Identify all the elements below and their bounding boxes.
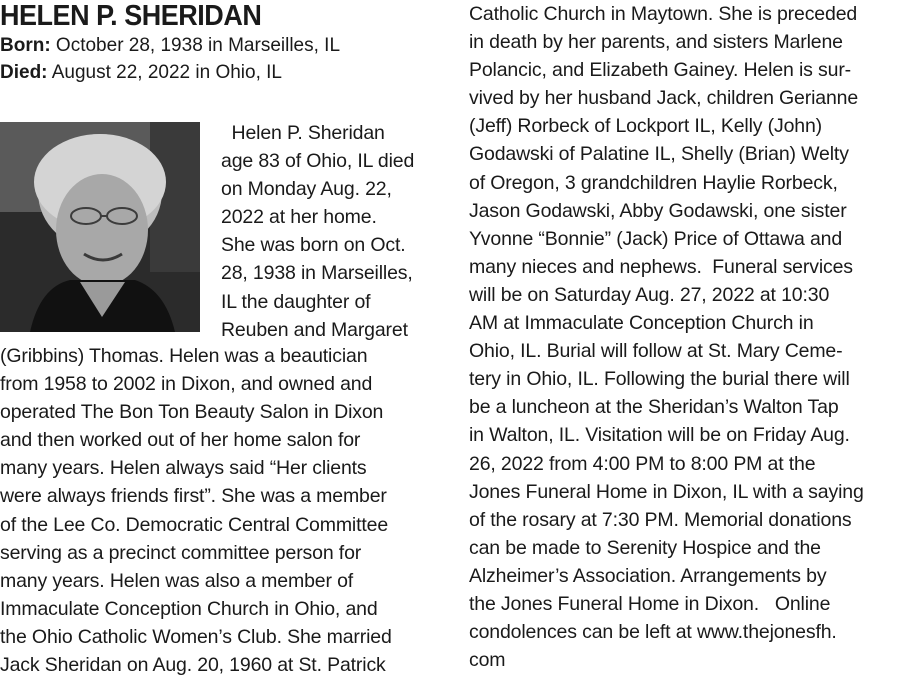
body-line: of the Lee Co. Democratic Central Committee xyxy=(0,513,389,536)
body-line: of Oregon, 3 grandchildren Haylie Rorbeck, xyxy=(469,171,838,194)
body-line: from 1958 to 2002 in Dixon, and owned and xyxy=(0,373,373,396)
born-line xyxy=(0,32,448,59)
body-line: 2022 at her home. xyxy=(221,206,377,229)
body-line: (Jeff) Rorbeck of Lockport IL, Kelly (John) xyxy=(469,115,823,138)
body-line: Helen P. Sheridan xyxy=(221,122,385,144)
body-line: were always friends first”. She was a member xyxy=(0,485,387,508)
body-line: Alzheimer’s Association. Arrangements by xyxy=(469,564,827,587)
right-column xyxy=(469,0,907,674)
body-line: can be made to Serenity Hospice and the xyxy=(469,536,821,559)
body-line: in Walton, IL. Visitation will be on Friday Aug. xyxy=(469,424,850,447)
portrait-image xyxy=(0,122,200,332)
body-line: age 83 of Ohio, IL died xyxy=(221,150,415,173)
body-line: AM at Immaculate Conception Church in xyxy=(469,312,814,335)
body-line: She was born on Oct. xyxy=(221,234,406,257)
body-line: Ohio, IL. Burial will follow at St. Mary Ceme- xyxy=(469,340,843,363)
left-body-text xyxy=(0,342,392,679)
body-line: tery in Ohio, IL. Following the burial there will xyxy=(469,368,850,391)
text-beside-photo xyxy=(221,119,414,344)
body-line: operated The Bon Ton Beauty Salon in Dixon xyxy=(0,401,384,424)
body-line: Godawski of Palatine IL, Shelly (Brian) Welty xyxy=(469,143,849,166)
body-line: Jack Sheridan on Aug. 20, 1960 at St. Patrick xyxy=(0,654,386,677)
body-line: Yvonne “Bonnie” (Jack) Price of Ottawa and xyxy=(469,227,843,250)
body-line: 28, 1938 in Marseilles, xyxy=(221,262,413,285)
body-line: will be on Saturday Aug. 27, 2022 at 10:30 xyxy=(469,283,830,306)
body-line: (Gribbins) Thomas. Helen was a beautician xyxy=(0,345,368,367)
left-column xyxy=(0,0,448,677)
body-line: Catholic Church in Maytown. She is preceded xyxy=(469,3,858,25)
obituary-name: HELEN P. SHERIDAN xyxy=(0,0,262,32)
died-label: Died: xyxy=(0,62,48,83)
body-line: Reuben and Margaret xyxy=(221,318,408,341)
body-line: and then worked out of her home salon for xyxy=(0,429,361,452)
body-line: the Ohio Catholic Women’s Club. She married xyxy=(0,625,392,648)
body-line: com xyxy=(469,649,506,672)
body-line: 26, 2022 from 4:00 PM to 8:00 PM at the xyxy=(469,452,816,475)
body-line: the Jones Funeral Home in Dixon. Online xyxy=(469,592,831,615)
died-line xyxy=(0,59,448,86)
body-line: on Monday Aug. 22, xyxy=(221,178,392,201)
body-line: of the rosary at 7:30 PM. Memorial donations xyxy=(469,508,852,531)
portrait-photo xyxy=(0,122,200,332)
body-line: Polancic, and Elizabeth Gainey. Helen is sur- xyxy=(469,59,852,82)
body-line: many nieces and nephews. Funeral services xyxy=(469,255,853,278)
born-value: October 28, 1938 in Marseilles, IL xyxy=(50,35,341,56)
body-line: many years. Helen always said “Her clients xyxy=(0,457,367,480)
body-line: condolences can be left at www.thejonesfh. xyxy=(469,621,837,644)
body-line: serving as a precinct committee person for xyxy=(0,541,362,564)
body-line: in death by her parents, and sisters Marlene xyxy=(469,31,843,54)
body-line: Immaculate Conception Church in Ohio, and xyxy=(0,597,378,620)
born-label: Born: xyxy=(0,35,51,56)
body-line: Jason Godawski, Abby Godawski, one sister xyxy=(469,199,847,222)
body-line: vived by her husband Jack, children Gerianne xyxy=(469,87,859,110)
body-line: Jones Funeral Home in Dixon, IL with a saying xyxy=(469,480,864,503)
died-value: August 22, 2022 in Ohio, IL xyxy=(47,62,283,83)
body-line: IL the daughter of xyxy=(221,290,371,313)
body-line: be a luncheon at the Sheridan’s Walton Tap xyxy=(469,396,839,419)
body-line: many years. Helen was also a member of xyxy=(0,569,354,592)
